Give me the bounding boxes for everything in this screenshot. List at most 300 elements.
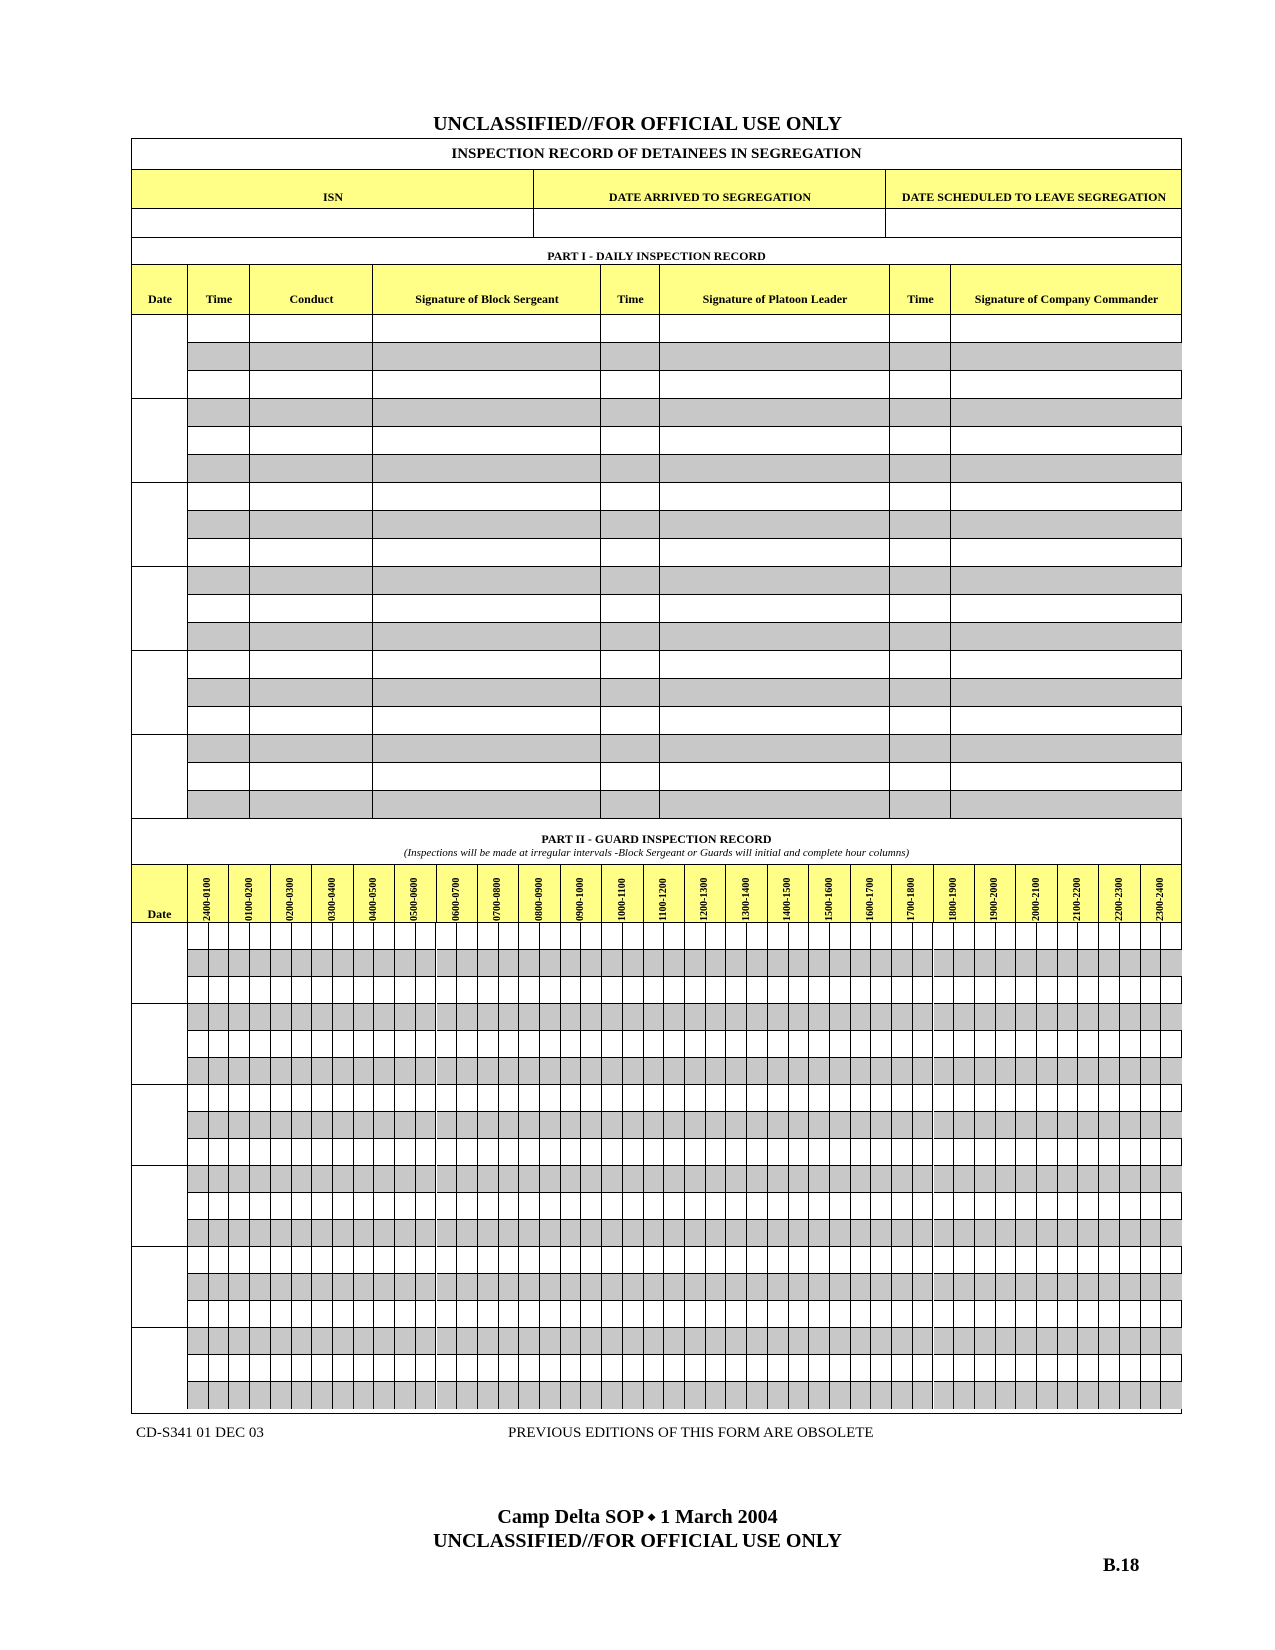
part2-initial-cell[interactable] (747, 1058, 768, 1085)
part2-initial-cell[interactable] (271, 1193, 292, 1220)
part2-initial-cell[interactable] (1016, 1247, 1037, 1274)
part1-entry-cell[interactable] (951, 315, 1182, 343)
part2-initial-cell[interactable] (478, 1112, 499, 1139)
part2-initial-cell[interactable] (250, 1247, 271, 1274)
part2-initial-cell[interactable] (271, 1274, 292, 1301)
part1-entry-cell[interactable] (601, 539, 660, 567)
part2-initial-cell[interactable] (1161, 1085, 1182, 1112)
part1-date-cell[interactable] (132, 567, 188, 651)
part2-initial-cell[interactable] (333, 1166, 354, 1193)
part2-initial-cell[interactable] (540, 1112, 561, 1139)
part2-initial-cell[interactable] (437, 1112, 458, 1139)
part2-initial-cell[interactable] (747, 1247, 768, 1274)
part2-initial-cell[interactable] (726, 1166, 747, 1193)
part2-initial-cell[interactable] (726, 1031, 747, 1058)
part2-initial-cell[interactable] (747, 1139, 768, 1166)
part2-initial-cell[interactable] (312, 1031, 333, 1058)
part2-initial-cell[interactable] (581, 1004, 602, 1031)
part2-initial-cell[interactable] (395, 1301, 416, 1328)
part2-initial-cell[interactable] (809, 1031, 830, 1058)
part2-initial-cell[interactable] (685, 950, 706, 977)
part2-initial-cell[interactable] (706, 1166, 727, 1193)
part1-entry-cell[interactable] (951, 511, 1182, 539)
part2-initial-cell[interactable] (892, 1220, 913, 1247)
part2-initial-cell[interactable] (581, 1085, 602, 1112)
part2-initial-cell[interactable] (934, 1085, 955, 1112)
part1-entry-cell[interactable] (890, 623, 951, 651)
part2-initial-cell[interactable] (374, 1355, 395, 1382)
part2-initial-cell[interactable] (892, 1166, 913, 1193)
part2-initial-cell[interactable] (581, 977, 602, 1004)
part2-initial-cell[interactable] (519, 1247, 540, 1274)
part2-initial-cell[interactable] (1078, 1382, 1099, 1409)
part2-initial-cell[interactable] (913, 1058, 934, 1085)
part2-initial-cell[interactable] (664, 1328, 685, 1355)
part2-initial-cell[interactable] (333, 1382, 354, 1409)
part2-initial-cell[interactable] (1037, 1004, 1058, 1031)
part1-entry-cell[interactable] (660, 343, 890, 371)
part2-initial-cell[interactable] (1120, 923, 1141, 950)
part1-entry-cell[interactable] (188, 735, 250, 763)
part2-initial-cell[interactable] (271, 923, 292, 950)
part2-initial-cell[interactable] (416, 1139, 437, 1166)
part2-initial-cell[interactable] (581, 1193, 602, 1220)
part2-initial-cell[interactable] (830, 1058, 851, 1085)
part2-initial-cell[interactable] (374, 1058, 395, 1085)
part2-initial-cell[interactable] (706, 950, 727, 977)
part2-initial-cell[interactable] (354, 1112, 375, 1139)
part2-initial-cell[interactable] (996, 1166, 1017, 1193)
part2-initial-cell[interactable] (1078, 1274, 1099, 1301)
part2-initial-cell[interactable] (1120, 977, 1141, 1004)
part2-initial-cell[interactable] (188, 1328, 209, 1355)
part2-initial-cell[interactable] (499, 1220, 520, 1247)
part2-initial-cell[interactable] (913, 1274, 934, 1301)
part2-initial-cell[interactable] (1099, 1328, 1120, 1355)
part2-initial-cell[interactable] (644, 1004, 665, 1031)
part2-initial-cell[interactable] (768, 1031, 789, 1058)
part2-initial-cell[interactable] (851, 1382, 872, 1409)
part1-entry-cell[interactable] (250, 763, 373, 791)
part2-initial-cell[interactable] (726, 950, 747, 977)
part2-initial-cell[interactable] (830, 923, 851, 950)
part2-initial-cell[interactable] (561, 1085, 582, 1112)
part2-initial-cell[interactable] (934, 950, 955, 977)
part1-entry-cell[interactable] (601, 483, 660, 511)
part2-initial-cell[interactable] (871, 1220, 892, 1247)
part2-initial-cell[interactable] (664, 1085, 685, 1112)
part2-initial-cell[interactable] (1037, 1031, 1058, 1058)
part2-initial-cell[interactable] (1120, 1085, 1141, 1112)
part2-initial-cell[interactable] (892, 1112, 913, 1139)
part2-initial-cell[interactable] (1016, 1166, 1037, 1193)
part1-entry-cell[interactable] (951, 651, 1182, 679)
part2-initial-cell[interactable] (664, 923, 685, 950)
part2-initial-cell[interactable] (706, 1139, 727, 1166)
part2-initial-cell[interactable] (1016, 1355, 1037, 1382)
part2-initial-cell[interactable] (312, 1139, 333, 1166)
part2-initial-cell[interactable] (871, 1004, 892, 1031)
part2-initial-cell[interactable] (1016, 1301, 1037, 1328)
part2-initial-cell[interactable] (209, 1004, 230, 1031)
part2-initial-cell[interactable] (1016, 1382, 1037, 1409)
part2-initial-cell[interactable] (374, 1004, 395, 1031)
part2-initial-cell[interactable] (416, 1031, 437, 1058)
part2-initial-cell[interactable] (188, 977, 209, 1004)
part2-initial-cell[interactable] (747, 1274, 768, 1301)
part2-initial-cell[interactable] (789, 1112, 810, 1139)
part1-entry-cell[interactable] (373, 595, 601, 623)
part1-entry-cell[interactable] (951, 483, 1182, 511)
part2-initial-cell[interactable] (954, 1166, 975, 1193)
part2-initial-cell[interactable] (913, 1004, 934, 1031)
part1-entry-cell[interactable] (890, 763, 951, 791)
part2-initial-cell[interactable] (561, 1382, 582, 1409)
part2-initial-cell[interactable] (519, 1031, 540, 1058)
part2-initial-cell[interactable] (768, 1247, 789, 1274)
part1-entry-cell[interactable] (250, 735, 373, 763)
part2-initial-cell[interactable] (1099, 1031, 1120, 1058)
part2-initial-cell[interactable] (644, 977, 665, 1004)
part2-initial-cell[interactable] (354, 1355, 375, 1382)
part2-initial-cell[interactable] (954, 1193, 975, 1220)
part2-initial-cell[interactable] (892, 1247, 913, 1274)
part2-initial-cell[interactable] (354, 1193, 375, 1220)
part2-initial-cell[interactable] (1099, 1247, 1120, 1274)
part2-initial-cell[interactable] (395, 1274, 416, 1301)
part1-entry-cell[interactable] (951, 763, 1182, 791)
part2-initial-cell[interactable] (229, 1085, 250, 1112)
part2-initial-cell[interactable] (623, 1247, 644, 1274)
part2-initial-cell[interactable] (581, 1328, 602, 1355)
part2-initial-cell[interactable] (478, 1220, 499, 1247)
part2-initial-cell[interactable] (292, 1031, 313, 1058)
part2-initial-cell[interactable] (809, 977, 830, 1004)
part2-initial-cell[interactable] (747, 1193, 768, 1220)
part2-initial-cell[interactable] (1120, 1112, 1141, 1139)
part2-initial-cell[interactable] (954, 1382, 975, 1409)
part2-initial-cell[interactable] (747, 1382, 768, 1409)
part2-initial-cell[interactable] (271, 1301, 292, 1328)
part2-initial-cell[interactable] (644, 1382, 665, 1409)
part1-entry-cell[interactable] (373, 399, 601, 427)
part2-initial-cell[interactable] (188, 1166, 209, 1193)
part2-initial-cell[interactable] (561, 1355, 582, 1382)
part2-initial-cell[interactable] (789, 1382, 810, 1409)
part2-initial-cell[interactable] (851, 950, 872, 977)
part2-initial-cell[interactable] (851, 1328, 872, 1355)
part2-initial-cell[interactable] (333, 950, 354, 977)
part2-initial-cell[interactable] (975, 1355, 996, 1382)
part2-initial-cell[interactable] (830, 1220, 851, 1247)
part2-initial-cell[interactable] (416, 1193, 437, 1220)
part2-initial-cell[interactable] (809, 1247, 830, 1274)
part2-initial-cell[interactable] (809, 923, 830, 950)
part2-initial-cell[interactable] (561, 1058, 582, 1085)
part2-initial-cell[interactable] (416, 950, 437, 977)
part2-initial-cell[interactable] (457, 1193, 478, 1220)
part2-initial-cell[interactable] (685, 1355, 706, 1382)
part2-initial-cell[interactable] (623, 1328, 644, 1355)
part2-initial-cell[interactable] (457, 1031, 478, 1058)
part2-initial-cell[interactable] (581, 1058, 602, 1085)
part2-initial-cell[interactable] (561, 1193, 582, 1220)
part1-date-cell[interactable] (132, 399, 188, 483)
part1-entry-cell[interactable] (601, 455, 660, 483)
part2-initial-cell[interactable] (789, 1085, 810, 1112)
part1-entry-cell[interactable] (250, 539, 373, 567)
part2-initial-cell[interactable] (229, 923, 250, 950)
part2-initial-cell[interactable] (685, 1112, 706, 1139)
part2-initial-cell[interactable] (871, 1139, 892, 1166)
part1-entry-cell[interactable] (373, 679, 601, 707)
part2-initial-cell[interactable] (1078, 1112, 1099, 1139)
part2-initial-cell[interactable] (706, 1085, 727, 1112)
part2-initial-cell[interactable] (209, 1058, 230, 1085)
part2-initial-cell[interactable] (437, 1031, 458, 1058)
part2-initial-cell[interactable] (789, 1301, 810, 1328)
part2-initial-cell[interactable] (1078, 1355, 1099, 1382)
part2-initial-cell[interactable] (478, 1058, 499, 1085)
part2-initial-cell[interactable] (954, 1085, 975, 1112)
part2-initial-cell[interactable] (913, 950, 934, 977)
part1-entry-cell[interactable] (660, 371, 890, 399)
part2-initial-cell[interactable] (188, 1139, 209, 1166)
part1-entry-cell[interactable] (188, 651, 250, 679)
part2-initial-cell[interactable] (934, 1112, 955, 1139)
part2-initial-cell[interactable] (271, 1355, 292, 1382)
part2-initial-cell[interactable] (499, 950, 520, 977)
part2-initial-cell[interactable] (292, 1328, 313, 1355)
part2-initial-cell[interactable] (457, 1382, 478, 1409)
part2-initial-cell[interactable] (726, 923, 747, 950)
part2-initial-cell[interactable] (623, 1112, 644, 1139)
part2-initial-cell[interactable] (644, 1139, 665, 1166)
part2-initial-cell[interactable] (644, 1166, 665, 1193)
part2-initial-cell[interactable] (1058, 1139, 1079, 1166)
part1-entry-cell[interactable] (601, 567, 660, 595)
part2-initial-cell[interactable] (416, 1328, 437, 1355)
part1-entry-cell[interactable] (660, 483, 890, 511)
part1-entry-cell[interactable] (250, 371, 373, 399)
part2-initial-cell[interactable] (913, 1328, 934, 1355)
part2-initial-cell[interactable] (768, 1301, 789, 1328)
part2-initial-cell[interactable] (768, 1274, 789, 1301)
part2-initial-cell[interactable] (789, 1274, 810, 1301)
part2-initial-cell[interactable] (871, 977, 892, 1004)
part2-initial-cell[interactable] (312, 1112, 333, 1139)
part2-initial-cell[interactable] (706, 1382, 727, 1409)
part2-initial-cell[interactable] (395, 1328, 416, 1355)
part2-initial-cell[interactable] (1161, 1355, 1182, 1382)
part2-initial-cell[interactable] (706, 1328, 727, 1355)
part1-entry-cell[interactable] (250, 707, 373, 735)
part2-initial-cell[interactable] (726, 1247, 747, 1274)
part1-entry-cell[interactable] (660, 511, 890, 539)
part2-initial-cell[interactable] (623, 977, 644, 1004)
part2-initial-cell[interactable] (250, 1166, 271, 1193)
part2-initial-cell[interactable] (250, 923, 271, 950)
part2-initial-cell[interactable] (478, 1355, 499, 1382)
part2-initial-cell[interactable] (250, 1031, 271, 1058)
isn-field[interactable] (132, 209, 533, 237)
part2-initial-cell[interactable] (644, 1274, 665, 1301)
part2-initial-cell[interactable] (540, 950, 561, 977)
part2-initial-cell[interactable] (726, 1112, 747, 1139)
part2-initial-cell[interactable] (478, 1247, 499, 1274)
part2-initial-cell[interactable] (768, 1355, 789, 1382)
part2-initial-cell[interactable] (996, 950, 1017, 977)
part2-initial-cell[interactable] (1016, 1112, 1037, 1139)
part2-initial-cell[interactable] (996, 1247, 1017, 1274)
part2-initial-cell[interactable] (1141, 977, 1162, 1004)
part2-initial-cell[interactable] (1161, 1274, 1182, 1301)
part2-initial-cell[interactable] (644, 1085, 665, 1112)
part2-initial-cell[interactable] (1120, 1328, 1141, 1355)
part2-initial-cell[interactable] (209, 1274, 230, 1301)
part2-initial-cell[interactable] (1161, 1031, 1182, 1058)
part2-initial-cell[interactable] (457, 1328, 478, 1355)
part1-entry-cell[interactable] (373, 455, 601, 483)
part2-initial-cell[interactable] (934, 1328, 955, 1355)
part2-initial-cell[interactable] (209, 1031, 230, 1058)
part2-initial-cell[interactable] (561, 1139, 582, 1166)
part2-initial-cell[interactable] (809, 1301, 830, 1328)
part2-initial-cell[interactable] (312, 1058, 333, 1085)
part1-entry-cell[interactable] (660, 679, 890, 707)
part2-initial-cell[interactable] (312, 1382, 333, 1409)
part2-initial-cell[interactable] (374, 1382, 395, 1409)
part1-entry-cell[interactable] (660, 735, 890, 763)
part2-initial-cell[interactable] (623, 1355, 644, 1382)
part2-initial-cell[interactable] (395, 950, 416, 977)
part2-initial-cell[interactable] (726, 1382, 747, 1409)
part2-initial-cell[interactable] (1099, 1058, 1120, 1085)
part2-initial-cell[interactable] (229, 1247, 250, 1274)
part2-initial-cell[interactable] (540, 1274, 561, 1301)
part2-initial-cell[interactable] (664, 1112, 685, 1139)
part2-initial-cell[interactable] (561, 1004, 582, 1031)
part2-initial-cell[interactable] (271, 1220, 292, 1247)
part2-initial-cell[interactable] (519, 1166, 540, 1193)
part2-initial-cell[interactable] (540, 923, 561, 950)
part2-initial-cell[interactable] (250, 1193, 271, 1220)
part2-initial-cell[interactable] (209, 1247, 230, 1274)
part2-initial-cell[interactable] (581, 1112, 602, 1139)
part2-initial-cell[interactable] (809, 1085, 830, 1112)
part2-initial-cell[interactable] (354, 1139, 375, 1166)
part2-initial-cell[interactable] (188, 1274, 209, 1301)
part2-initial-cell[interactable] (1078, 950, 1099, 977)
part2-initial-cell[interactable] (892, 950, 913, 977)
part2-initial-cell[interactable] (685, 1139, 706, 1166)
part2-initial-cell[interactable] (519, 977, 540, 1004)
part2-initial-cell[interactable] (457, 1112, 478, 1139)
part2-initial-cell[interactable] (664, 1301, 685, 1328)
part1-entry-cell[interactable] (890, 371, 951, 399)
part2-initial-cell[interactable] (726, 977, 747, 1004)
part1-entry-cell[interactable] (660, 455, 890, 483)
part2-initial-cell[interactable] (1120, 1031, 1141, 1058)
part2-initial-cell[interactable] (581, 1355, 602, 1382)
part2-date-cell[interactable] (132, 923, 188, 1004)
part2-initial-cell[interactable] (644, 1220, 665, 1247)
part2-initial-cell[interactable] (395, 1085, 416, 1112)
part2-initial-cell[interactable] (354, 950, 375, 977)
part2-initial-cell[interactable] (209, 1220, 230, 1247)
part2-initial-cell[interactable] (664, 977, 685, 1004)
part1-entry-cell[interactable] (890, 595, 951, 623)
part1-entry-cell[interactable] (601, 315, 660, 343)
part2-initial-cell[interactable] (1058, 1220, 1079, 1247)
part2-initial-cell[interactable] (664, 1058, 685, 1085)
part2-initial-cell[interactable] (664, 1355, 685, 1382)
part2-initial-cell[interactable] (851, 1004, 872, 1031)
part2-initial-cell[interactable] (1099, 1085, 1120, 1112)
part2-initial-cell[interactable] (250, 1112, 271, 1139)
part2-initial-cell[interactable] (954, 1139, 975, 1166)
part2-initial-cell[interactable] (1078, 977, 1099, 1004)
part2-initial-cell[interactable] (229, 1328, 250, 1355)
part2-initial-cell[interactable] (602, 1112, 623, 1139)
part2-initial-cell[interactable] (1120, 1058, 1141, 1085)
part2-initial-cell[interactable] (581, 1220, 602, 1247)
part2-initial-cell[interactable] (1078, 1085, 1099, 1112)
part2-initial-cell[interactable] (706, 1112, 727, 1139)
part2-initial-cell[interactable] (726, 1139, 747, 1166)
part2-initial-cell[interactable] (188, 1031, 209, 1058)
part2-initial-cell[interactable] (1141, 950, 1162, 977)
part2-initial-cell[interactable] (229, 1355, 250, 1382)
part2-initial-cell[interactable] (996, 1139, 1017, 1166)
part2-initial-cell[interactable] (809, 1139, 830, 1166)
part1-entry-cell[interactable] (660, 623, 890, 651)
part2-initial-cell[interactable] (457, 1058, 478, 1085)
part1-entry-cell[interactable] (250, 427, 373, 455)
part2-initial-cell[interactable] (333, 1193, 354, 1220)
part2-initial-cell[interactable] (934, 1247, 955, 1274)
part2-initial-cell[interactable] (851, 1058, 872, 1085)
part2-initial-cell[interactable] (830, 1247, 851, 1274)
part2-initial-cell[interactable] (623, 1301, 644, 1328)
part2-initial-cell[interactable] (1037, 950, 1058, 977)
part2-initial-cell[interactable] (913, 1193, 934, 1220)
part1-entry-cell[interactable] (601, 343, 660, 371)
part2-initial-cell[interactable] (416, 1220, 437, 1247)
part2-initial-cell[interactable] (975, 1166, 996, 1193)
part2-initial-cell[interactable] (685, 1247, 706, 1274)
part2-initial-cell[interactable] (1120, 1004, 1141, 1031)
part2-initial-cell[interactable] (271, 1004, 292, 1031)
part1-entry-cell[interactable] (250, 455, 373, 483)
part2-initial-cell[interactable] (1078, 1193, 1099, 1220)
part1-entry-cell[interactable] (951, 623, 1182, 651)
part2-initial-cell[interactable] (519, 1382, 540, 1409)
part2-initial-cell[interactable] (685, 1301, 706, 1328)
part2-initial-cell[interactable] (685, 1274, 706, 1301)
part2-initial-cell[interactable] (1058, 1274, 1079, 1301)
part1-entry-cell[interactable] (373, 483, 601, 511)
part2-initial-cell[interactable] (892, 977, 913, 1004)
part2-initial-cell[interactable] (975, 1220, 996, 1247)
part2-initial-cell[interactable] (374, 1031, 395, 1058)
part2-initial-cell[interactable] (954, 950, 975, 977)
part2-initial-cell[interactable] (395, 923, 416, 950)
part2-initial-cell[interactable] (996, 1301, 1017, 1328)
part2-initial-cell[interactable] (851, 1301, 872, 1328)
part2-initial-cell[interactable] (975, 950, 996, 977)
part2-initial-cell[interactable] (1120, 1301, 1141, 1328)
